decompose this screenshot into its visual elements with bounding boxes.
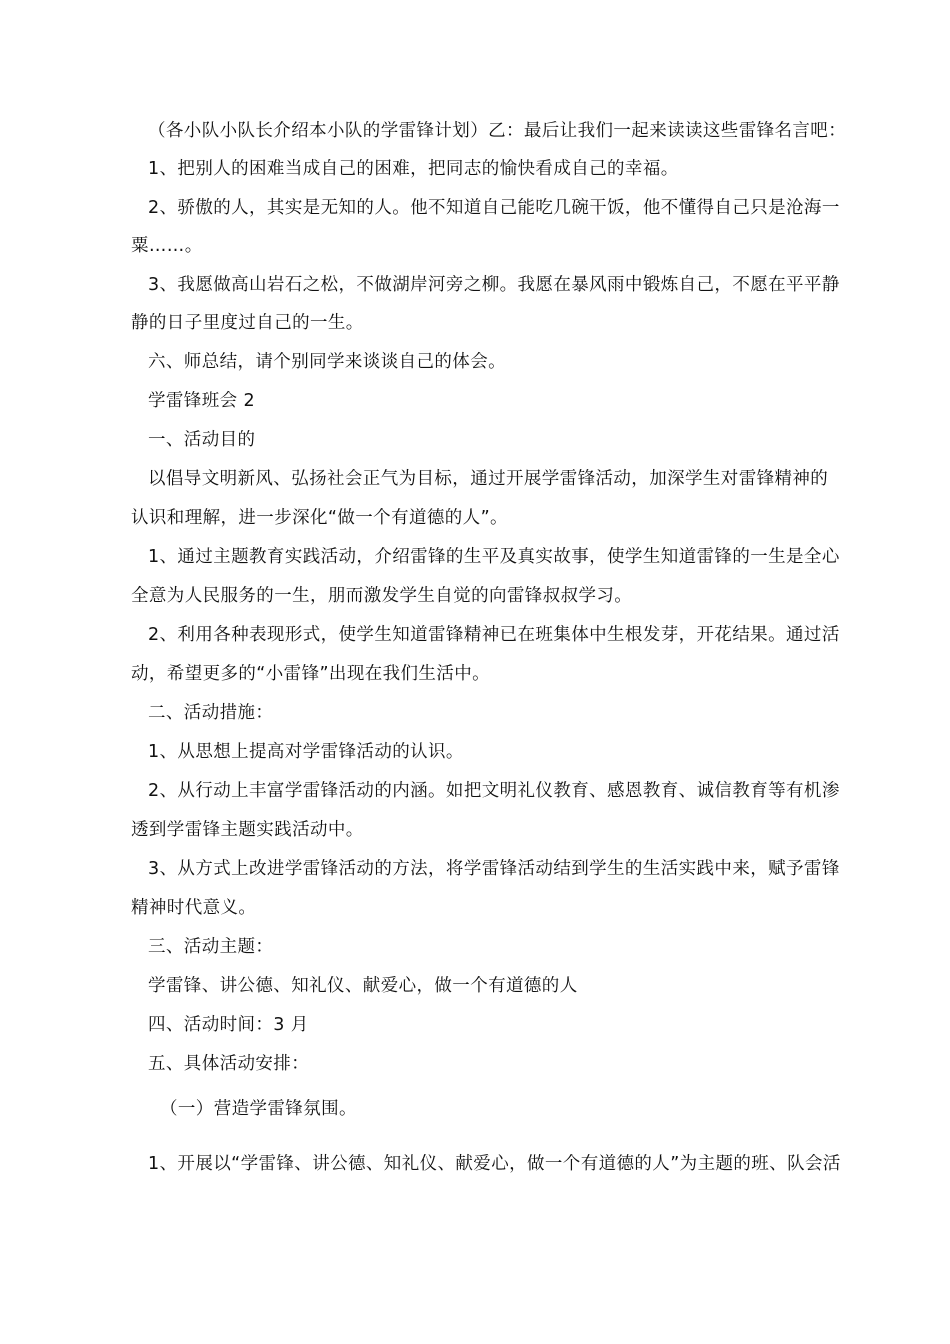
text-line-goal-1: 1、通过主题教育实践活动，介绍雷锋的生平及真实故事，使学生知道雷锋的一生是全心: [148, 547, 840, 567]
text-line-measure-2: 2、从行动上丰富学雷锋活动的内涵。如把文明礼仪教育、感恩教育、诚信教育等有机渗: [148, 781, 840, 801]
heading-time: 四、活动时间：3 月: [148, 1015, 309, 1035]
text-line-intro: （各小队小队长介绍本小队的学雷锋计划）乙：最后让我们一起来读读这些雷锋名言吧：: [148, 121, 847, 141]
text-line-quote-3: 3、我愿做高山岩石之松，不做湖岸河旁之柳。我愿在暴风雨中锻炼自己，不愿在平平静: [148, 275, 840, 295]
text-line-quote-2-cont: 粟……。: [131, 236, 203, 256]
text-line-measure-3-cont: 精神时代意义。: [131, 898, 257, 918]
text-line-quote-3-cont: 静的日子里度过自己的一生。: [131, 313, 364, 333]
heading-measures: 二、活动措施：: [148, 703, 274, 723]
text-line-measure-2-cont: 透到学雷锋主题实践活动中。: [131, 820, 364, 840]
heading-schedule: 五、具体活动安排：: [148, 1054, 310, 1074]
subheading-atmosphere: （一）营造学雷锋氛围。: [160, 1099, 357, 1119]
section-title: 学雷锋班会 2: [148, 391, 255, 411]
text-line-measure-1: 1、从思想上提高对学雷锋活动的认识。: [148, 742, 464, 762]
text-line-goal-2-cont: 动，希望更多的“小雷锋”出现在我们生活中。: [131, 664, 491, 684]
text-line-measure-3: 3、从方式上改进学雷锋活动的方法，将学雷锋活动结到学生的生活实践中来，赋予雷锋: [148, 859, 840, 879]
text-line-goal-cont: 认识和理解，进一步深化“做一个有道德的人”。: [131, 508, 508, 528]
text-line-theme: 学雷锋、讲公德、知礼仪、献爱心，做一个有道德的人: [148, 976, 578, 996]
text-line-goal: 以倡导文明新风、弘扬社会正气为目标，通过开展学雷锋活动，加深学生对雷锋精神的: [148, 469, 829, 489]
text-line-schedule-1: 1、开展以“学雷锋、讲公德、知礼仪、献爱心，做一个有道德的人”为主题的班、队会活: [148, 1154, 841, 1174]
text-line-teacher-summary: 六、师总结，请个别同学来谈谈自己的体会。: [148, 352, 506, 372]
text-line-quote-1: 1、把别人的困难当成自己的困难，把同志的愉快看成自己的幸福。: [148, 159, 679, 179]
heading-activity-goal: 一、活动目的: [148, 430, 256, 450]
text-line-quote-2: 2、骄傲的人，其实是无知的人。他不知道自己能吃几碗干饭，他不懂得自己只是沧海一: [148, 198, 840, 218]
text-line-goal-2: 2、利用各种表现形式，使学生知道雷锋精神已在班集体中生根发芽，开花结果。通过活: [148, 625, 840, 645]
text-line-goal-1-cont: 全意为人民服务的一生，朋而激发学生自觉的向雷锋叔叔学习。: [131, 586, 633, 606]
heading-theme: 三、活动主题：: [148, 937, 274, 957]
